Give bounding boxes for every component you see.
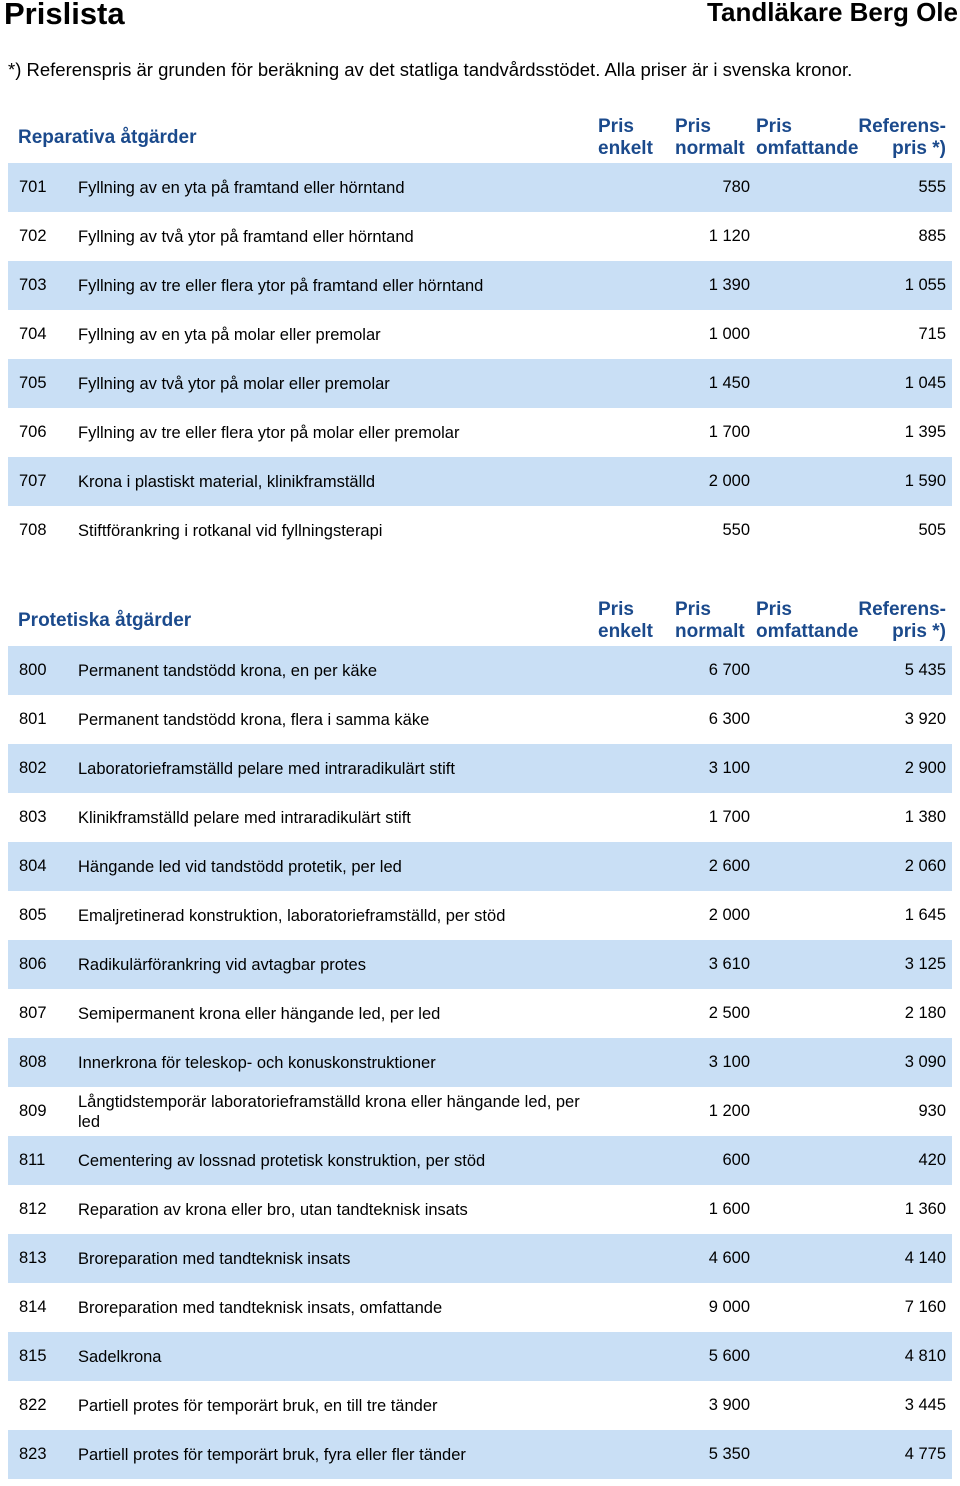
price-normal: 550	[722, 521, 750, 539]
treatment-description: Klinikframställd pelare med intraradikulärt stift	[78, 808, 411, 827]
treatment-description: Hängande led vid tandstödd protetik, per led	[78, 857, 402, 876]
treatment-code: 801	[19, 710, 47, 728]
treatment-code: 701	[19, 178, 47, 196]
header-referenspris: Referens- pris *)	[858, 116, 946, 159]
reference-price: 555	[918, 178, 946, 196]
treatment-description: Krona i plastiskt material, klinikframställd	[78, 472, 376, 491]
reference-price: 3 920	[904, 710, 946, 728]
treatment-code: 805	[19, 906, 47, 924]
treatment-description: Fyllning av två ytor på molar eller premolar	[78, 374, 390, 393]
reference-price: 3 125	[904, 955, 946, 973]
treatment-code: 822	[19, 1396, 47, 1414]
reference-price: 2 060	[904, 857, 946, 875]
reference-price: 1 055	[904, 276, 946, 294]
treatment-description: Cementering av lossnad protetisk konstruktion, per stöd	[78, 1151, 486, 1170]
header-pris-enkelt: Pris enkelt	[598, 599, 653, 642]
table-row	[8, 408, 952, 457]
reference-price: 885	[918, 227, 946, 245]
table-row	[8, 891, 952, 940]
reference-price: 1 380	[904, 808, 946, 826]
treatment-description: Långtidstemporär laboratorieframställd krona eller hängande led, per led	[78, 1092, 580, 1131]
table-row	[8, 744, 952, 793]
reference-price: 4 775	[904, 1445, 946, 1463]
table-row	[8, 1136, 952, 1185]
treatment-description: Fyllning av två ytor på framtand eller hörntand	[78, 227, 414, 246]
reference-price: 1 395	[904, 423, 946, 441]
treatment-code: 811	[19, 1151, 46, 1169]
treatment-description: Emaljretinerad konstruktion, laboratorieframställd, per stöd	[78, 906, 506, 925]
treatment-code: 823	[19, 1445, 47, 1463]
reference-price: 7 160	[904, 1298, 946, 1316]
treatment-code: 815	[19, 1347, 47, 1365]
price-normal: 5 600	[708, 1347, 750, 1365]
header-pris-omfattande: Pris omfattande	[756, 116, 859, 159]
table-row	[8, 1283, 952, 1332]
reference-price-note: *) Referenspris är grunden för beräkning av det statliga tandvårdsstödet. Alla priser är i svenska kronor.	[8, 59, 853, 80]
table-row	[8, 1185, 952, 1234]
reference-price: 4 140	[904, 1249, 946, 1267]
section-title: Protetiska åtgärder	[18, 610, 192, 631]
price-normal: 780	[722, 178, 750, 196]
reference-price: 4 810	[904, 1347, 946, 1365]
treatment-code: 812	[19, 1200, 47, 1218]
treatment-description: Broreparation med tandteknisk insats	[78, 1249, 351, 1268]
table-row	[8, 457, 952, 506]
price-normal: 1 600	[708, 1200, 750, 1218]
treatment-description: Fyllning av tre eller flera ytor på molar eller premolar	[78, 423, 460, 442]
price-normal: 1 390	[708, 276, 750, 294]
price-normal: 1 450	[708, 374, 750, 392]
reference-price: 420	[918, 1151, 946, 1169]
reference-price: 1 360	[904, 1200, 946, 1218]
table-row	[8, 1087, 952, 1136]
treatment-code: 706	[19, 423, 47, 441]
treatment-code: 806	[19, 955, 47, 973]
treatment-code: 800	[19, 661, 47, 679]
price-normal: 3 100	[708, 759, 750, 777]
clinic-name: Tandläkare Berg Ole	[707, 0, 958, 27]
treatment-description: Permanent tandstödd krona, en per käke	[78, 661, 378, 680]
price-normal: 9 000	[708, 1298, 750, 1316]
header-referenspris: Referens- pris *)	[858, 599, 946, 642]
header-pris-enkelt: Pris enkelt	[598, 116, 653, 159]
treatment-description: Laboratorieframställd pelare med intraradikulärt stift	[78, 759, 455, 778]
table-row	[8, 695, 952, 744]
reference-price: 5 435	[904, 661, 946, 679]
price-normal: 3 900	[708, 1396, 750, 1414]
price-normal: 2 000	[708, 472, 750, 490]
treatment-description: Partiell protes för temporärt bruk, fyra eller fler tänder	[78, 1445, 466, 1464]
treatment-code: 707	[19, 472, 47, 490]
reference-price: 1 045	[904, 374, 946, 392]
price-normal: 2 000	[708, 906, 750, 924]
price-normal: 1 000	[708, 325, 750, 343]
reference-price: 715	[918, 325, 946, 343]
treatment-description: Permanent tandstödd krona, flera i samma käke	[78, 710, 430, 729]
price-normal: 3 100	[708, 1053, 750, 1071]
price-normal: 1 700	[708, 808, 750, 826]
price-normal: 600	[722, 1151, 750, 1169]
reference-price: 1 590	[904, 472, 946, 490]
price-normal: 5 350	[708, 1445, 750, 1463]
treatment-code: 804	[19, 857, 47, 875]
section-title: Reparativa åtgärder	[18, 127, 197, 148]
reference-price: 2 180	[904, 1004, 946, 1022]
header-pris-omfattande: Pris omfattande	[756, 599, 859, 642]
treatment-description: Semipermanent krona eller hängande led, per led	[78, 1004, 441, 1023]
table-row	[8, 1430, 952, 1479]
treatment-description: Sadelkrona	[78, 1347, 162, 1366]
treatment-description: Stiftförankring i rotkanal vid fyllningsterapi	[78, 521, 383, 540]
price-normal: 1 200	[708, 1102, 750, 1120]
treatment-code: 807	[19, 1004, 47, 1022]
treatment-description: Radikulärförankring vid avtagbar protes	[78, 955, 366, 974]
treatment-description: Fyllning av tre eller flera ytor på framtand eller hörntand	[78, 276, 484, 295]
table-row	[8, 940, 952, 989]
section-header	[8, 113, 952, 163]
price-normal: 1 700	[708, 423, 750, 441]
price-normal: 2 500	[708, 1004, 750, 1022]
treatment-code: 803	[19, 808, 47, 826]
header-pris-normalt: Pris normalt	[675, 116, 745, 159]
price-section	[8, 596, 952, 1479]
treatment-code: 802	[19, 759, 47, 777]
header-pris-normalt: Pris normalt	[675, 599, 745, 642]
treatment-description: Innerkrona för teleskop- och konuskonstruktioner	[78, 1053, 436, 1072]
reference-price: 1 645	[904, 906, 946, 924]
table-row	[8, 793, 952, 842]
table-row	[8, 1038, 952, 1087]
price-normal: 6 300	[708, 710, 750, 728]
treatment-description: Partiell protes för temporärt bruk, en till tre tänder	[78, 1396, 438, 1415]
treatment-code: 708	[19, 521, 47, 539]
treatment-code: 705	[19, 374, 47, 392]
price-section	[8, 113, 952, 555]
table-row	[8, 1234, 952, 1283]
treatment-code: 702	[19, 227, 47, 245]
table-row	[8, 163, 952, 212]
section-header	[8, 596, 952, 646]
treatment-description: Reparation av krona eller bro, utan tandteknisk insats	[78, 1200, 468, 1219]
reference-price: 2 900	[904, 759, 946, 777]
treatment-description: Fyllning av en yta på molar eller premolar	[78, 325, 381, 344]
page-title: Prislista	[4, 0, 125, 31]
table-row	[8, 359, 952, 408]
reference-price: 505	[918, 521, 946, 539]
table-row	[8, 646, 952, 695]
price-normal: 3 610	[708, 955, 750, 973]
treatment-code: 703	[19, 276, 47, 294]
table-row	[8, 212, 952, 261]
treatment-code: 809	[19, 1102, 47, 1120]
treatment-code: 704	[19, 325, 47, 343]
treatment-description: Broreparation med tandteknisk insats, omfattande	[78, 1298, 443, 1317]
treatment-description: Fyllning av en yta på framtand eller hörntand	[78, 178, 405, 197]
price-normal: 4 600	[708, 1249, 750, 1267]
table-row	[8, 506, 952, 555]
table-row	[8, 989, 952, 1038]
table-row	[8, 842, 952, 891]
reference-price: 3 445	[904, 1396, 946, 1414]
table-row	[8, 261, 952, 310]
table-row	[8, 310, 952, 359]
price-normal: 6 700	[708, 661, 750, 679]
table-row	[8, 1332, 952, 1381]
table-row	[8, 1381, 952, 1430]
treatment-code: 813	[19, 1249, 47, 1267]
reference-price: 3 090	[904, 1053, 946, 1071]
treatment-code: 814	[19, 1298, 47, 1316]
reference-price: 930	[918, 1102, 946, 1120]
price-normal: 2 600	[708, 857, 750, 875]
treatment-code: 808	[19, 1053, 47, 1071]
price-normal: 1 120	[708, 227, 750, 245]
